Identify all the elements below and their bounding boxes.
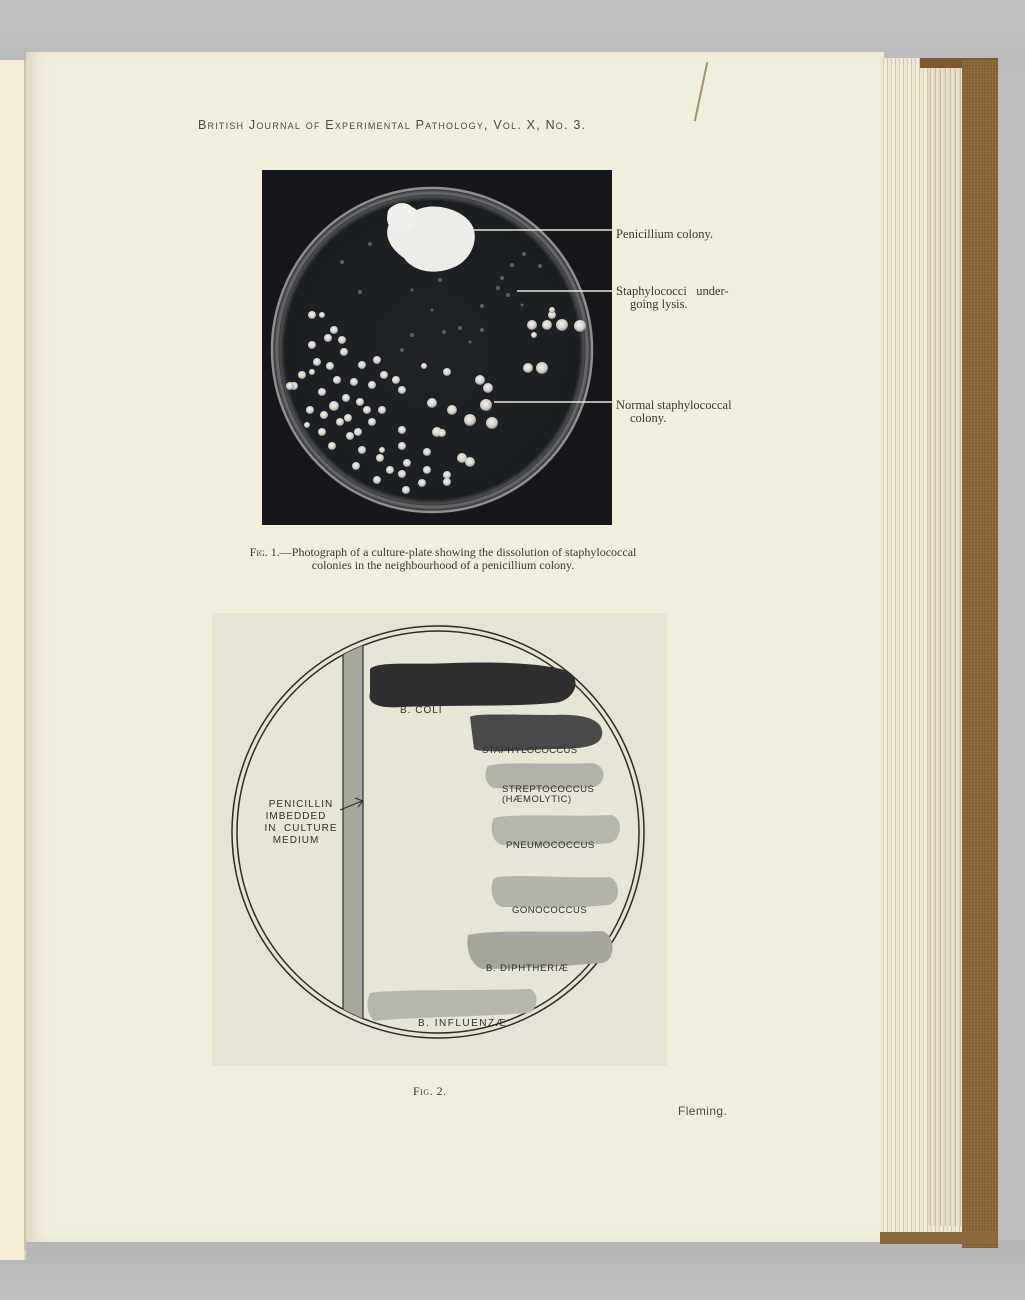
penicillin-label-2: IMBEDDED [265,811,327,822]
facing-page-edge [0,60,26,1260]
figure-1-caption [178,546,708,572]
caption-line-2: colonies in the neighbourhood of a penicillium colony. [311,558,575,572]
caption-prefix: Fig. 1. [249,545,280,559]
penicillin-label-3: IN CULTURE [264,823,338,834]
streak-label-pneumococcus: PNEUMOCOCCUS [506,840,595,851]
figure-2-caption: Fig. 2. [413,1084,447,1098]
penicillin-label-1: PENICILLIN [268,799,334,810]
penicillin-label-4: MEDIUM [272,835,320,846]
page-edges-inner [928,66,966,1226]
label-staphylococci-lysis-2: going lysis. [630,297,688,311]
running-head: British Journal of Experimental Pathology, Vol. X, No. 3. [198,118,587,132]
figure-2-drawing [212,613,667,1066]
streak-label-streptococcus: STREPTOCOCCUS [502,784,595,795]
label-penicillium-colony: Penicillium colony. [616,227,714,241]
streak-label-b-influenzae: B. INFLUENZÆ [418,1018,508,1029]
caption-line-1: —Photograph of a culture-plate showing the dissolution of staphylococcal [279,545,637,559]
streak-label-b-diphtheriae: B. DIPHTHERIÆ [486,963,569,974]
streak-label-haemolytic: (HÆMOLYTIC) [502,794,572,805]
background-bottom [0,1240,1025,1300]
book-cover-spine [962,60,998,1248]
streak-label-b-coli: B. COLI [400,705,443,716]
streak-label-gonococcus: GONOCOCCUS [512,905,588,916]
author-signature: Fleming. [678,1104,728,1118]
label-staphylococci-lysis-1: Staphylococci under- [616,284,729,298]
label-normal-colony-2: colony. [630,411,667,425]
label-normal-colony-1: Normal staphylococcal [616,398,732,412]
book-gutter [24,60,26,1250]
figure-1-photograph [262,170,612,525]
streak-label-staphylococcus: STAPHYLOCOCCUS [482,745,578,756]
culture-plate-photo [262,170,612,525]
book-cover-bottom [880,1232,998,1244]
